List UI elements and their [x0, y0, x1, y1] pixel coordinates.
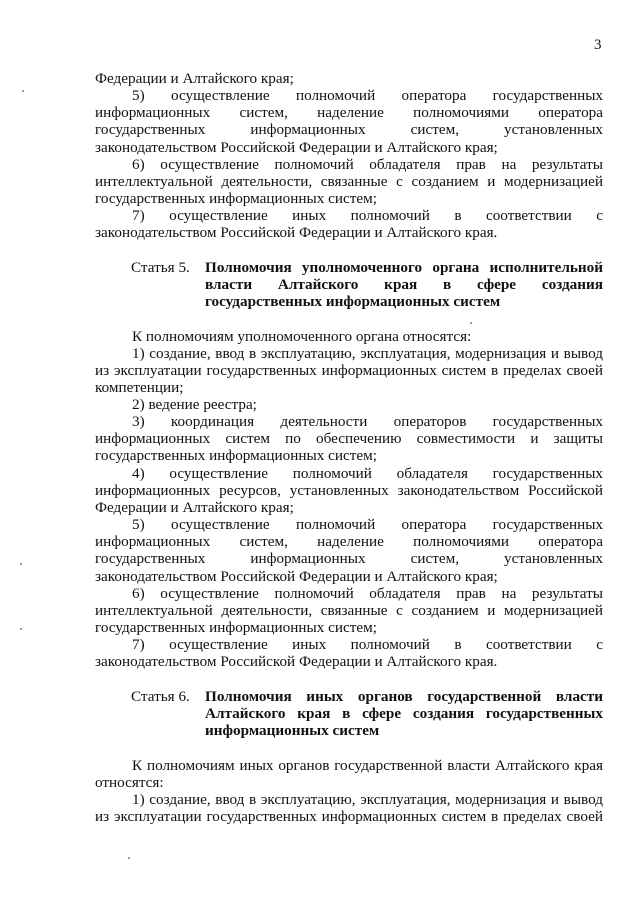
article-5-lead: К полномочиям уполномоченного органа относятся: [132, 328, 472, 345]
list-a-item-5: 5) осуществление полномочий оператора государственных информационных систем, наделение полномочиями оператора государственных информационных систем, установленных законодательством Российской Федерации и Алтайского края; [95, 87, 603, 156]
article-6-label: Статья 6. [131, 688, 190, 705]
article-6-title-line: Полномочия иных органов государственной власти [205, 688, 603, 705]
article-5-item-6: 6) осуществление полномочий обладателя прав на результаты интеллектуальной деятельности, связанные с созданием и модернизацией государственных информационных систем; [95, 585, 603, 637]
article-5-title [205, 259, 603, 311]
article-5-label: Статья 5. [131, 259, 190, 276]
article-5-title-line: власти Алтайского края в сфере создания [205, 276, 603, 294]
article-6-lead: К полномочиям иных органов государственной власти Алтайского края относятся: [95, 757, 603, 792]
page-number: 3 [594, 37, 602, 53]
list-a-item-6: 6) осуществление полномочий обладателя прав на результаты интеллектуальной деятельности, связанные с созданием и модернизацией государственных информационных систем; [95, 156, 603, 208]
article-5-item-1: 1) создание, ввод в эксплуатацию, эксплуатация, модернизация и вывод из эксплуатации государственных информационных систем в пределах своей компетенции; [95, 345, 603, 397]
scan-speck [22, 90, 24, 92]
list-a-item-7: 7) осуществление иных полномочий в соответствии с законодательством Российской Федерации и Алтайского края. [95, 207, 603, 242]
scan-speck [128, 857, 130, 859]
article-6-title-line: информационных систем [205, 722, 380, 740]
scan-speck [20, 563, 22, 565]
scan-speck [20, 628, 22, 630]
article-5-item-5: 5) осуществление полномочий оператора государственных информационных систем, наделение полномочиями оператора государственных информационных систем, установленных законодательством Российской Федерации и Алтайского края; [95, 516, 603, 585]
article-5-title-line: государственных информационных систем [205, 293, 501, 311]
article-5-title-line: Полномочия уполномоченного органа исполнительной [205, 259, 603, 276]
intro-line: Федерации и Алтайского края; [95, 70, 294, 87]
article-5-item-2: 2) ведение реестра; [132, 396, 257, 413]
article-5-item-3: 3) координация деятельности операторов государственных информационных систем по обеспечению совместимости и защиты государственных информационных систем; [95, 413, 603, 465]
article-6-title-line: Алтайского края в сфере создания государственных [205, 705, 603, 723]
article-6-item-1: 1) создание, ввод в эксплуатацию, эксплуатация, модернизация и вывод из эксплуатации государственных информационных систем в пределах своей [95, 791, 603, 826]
scan-speck [470, 322, 472, 324]
article-5-item-7: 7) осуществление иных полномочий в соответствии с законодательством Российской Федерации и Алтайского края. [95, 636, 603, 671]
article-6-title [205, 688, 603, 740]
article-5-item-4: 4) осуществление полномочий обладателя государственных информационных ресурсов, установленных законодательством Российской Федерации и Алтайского края; [95, 465, 603, 517]
